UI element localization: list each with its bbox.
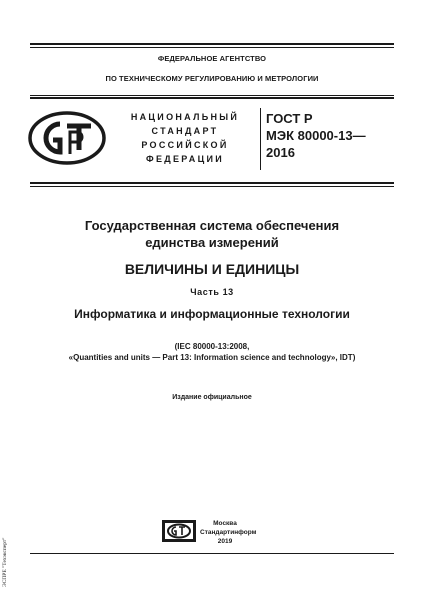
main-title: ВЕЛИЧИНЫ И ЕДИНИЦЫ	[124, 261, 300, 277]
standartinform-logo-icon	[161, 519, 197, 543]
header-rule-thick	[30, 97, 394, 99]
top-rule-thin	[30, 47, 394, 48]
agency-line-1: ФЕДЕРАЛЬНОЕ АГЕНТСТВО	[157, 54, 267, 63]
designation-line-3: 2016	[266, 145, 295, 160]
publisher-year: 2019	[217, 538, 233, 545]
system-title-line-2: единства измерений	[145, 235, 279, 250]
side-note: ЭСПРЕ "Техэксперт"	[2, 537, 8, 587]
designation-line-2: МЭК 80000-13—	[266, 128, 366, 143]
publisher-name: Стандартинформ	[200, 529, 257, 536]
header-rule-thin	[30, 95, 394, 96]
designation-divider	[260, 108, 261, 170]
gost-r-seal-icon	[27, 110, 107, 166]
national-line-2: СТАНДАРТ	[151, 126, 219, 136]
top-rule-thick	[30, 43, 394, 45]
publisher-city: Москва	[213, 520, 237, 527]
mid-rule-thin	[30, 186, 394, 187]
subtitle: Информатика и информационные технологии	[74, 307, 350, 321]
agency-line-2: ПО ТЕХНИЧЕСКОМУ РЕГУЛИРОВАНИЮ И МЕТРОЛОГИИ	[105, 74, 319, 83]
system-title-line-1: Государственная система обеспечения	[84, 218, 340, 233]
iec-reference-line-1: (IEC 80000-13:2008,	[174, 342, 250, 351]
edition-label: Издание официальное	[172, 394, 252, 401]
part-label: Часть 13	[190, 287, 234, 297]
national-line-1: НАЦИОНАЛЬНЫЙ	[130, 112, 240, 122]
footer-rule	[30, 553, 394, 554]
mid-rule-thick	[30, 182, 394, 184]
national-line-3: РОССИЙСКОЙ	[141, 140, 229, 150]
designation-line-1: ГОСТ Р	[266, 111, 313, 126]
iec-reference-line-2: «Quantities and units — Part 13: Information science and technology», IDT)	[68, 353, 356, 362]
national-line-4: ФЕДЕРАЦИИ	[145, 154, 225, 164]
